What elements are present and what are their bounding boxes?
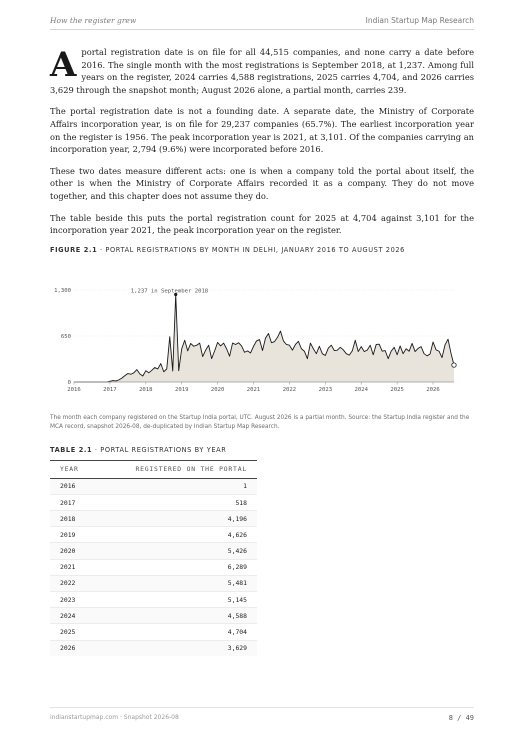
x-tick-label: 2022 [282,386,297,393]
paragraph-intro [50,46,474,96]
table-row [50,575,257,591]
table-row [50,527,257,543]
drop-cap: A [50,45,77,85]
column-header-count: REGISTERED ON THE PORTAL [97,460,257,478]
y-tick-label: 0 [67,379,71,386]
registrations-table [50,460,257,656]
table-row [50,624,257,640]
running-head [50,16,474,30]
peak-annotation: 1,237 in September 2018 [130,288,209,295]
cell-count: 4,196 [97,511,257,527]
table-row [50,478,257,494]
figure-label: FIGURE 2.1 · PORTAL REGISTRATIONS BY MONTH IN DELHI, JANUARY 2016 TO AUGUST 2026 [50,245,405,254]
x-tick-label: 2018 [139,386,153,393]
chapter-title: How the register grew [50,16,137,25]
cell-year: 2019 [50,527,97,543]
x-tick-label: 2023 [318,386,333,393]
page-footer [50,707,474,722]
cell-count: 3,629 [97,640,257,656]
publication-name: Indian Startup Map Research [365,16,474,25]
table-body [50,478,257,656]
cell-year: 2021 [50,559,97,575]
table-row [50,559,257,575]
cell-year: 2018 [50,511,97,527]
cell-year: 2023 [50,592,97,608]
table-row [50,511,257,527]
y-tick-label: 1,300 [54,287,71,294]
table-label: TABLE 2.1 · PORTAL REGISTRATIONS BY YEAR [50,445,227,454]
current-page: 8 [448,714,453,722]
total-pages: 49 [465,714,474,722]
cell-count: 518 [97,494,257,510]
cell-count: 5,426 [97,543,257,559]
cell-year: 2026 [50,640,97,656]
table-row [50,592,257,608]
cell-year: 2020 [50,543,97,559]
cell-year: 2025 [50,624,97,640]
partial-month-point [452,363,456,367]
table-header-row [50,460,257,478]
column-header-year: YEAR [50,460,97,478]
cell-count: 5,481 [97,575,257,591]
cell-count: 4,704 [97,624,257,640]
paragraph-two-dates: These two dates measure different acts: one is when a company told the portal about itself, the other is when the Ministry of Corporate Affairs recorded it as a company. They do not move together, and this chapter does not assume they do. [50,165,474,201]
table-row [50,543,257,559]
cell-year: 2022 [50,575,97,591]
figure-number: FIGURE 2.1 [50,245,98,254]
x-tick-label: 2020 [210,386,225,393]
registrations-area [74,294,454,382]
paragraph-table-reference: The table beside this puts the portal registration count for 2025 at 4,704 against 3,101 for the incorporation year 2021, the peak incorporation year on the register. [50,212,474,236]
cell-count: 4,626 [97,527,257,543]
paragraph-incorporation: The portal registration date is not a founding date. A separate date, the Ministry of Corporate Affairs incorporation year, is on file for 29,237 companies (65.7%). The earliest incorporation year on the register is 1956. The peak incorporation year is 2021, at 3,101. Of the companies carrying an incorporation year, 2,794 (9.6%) were incorporated before 2016. [50,106,474,155]
cell-count: 6,289 [97,559,257,575]
cell-count: 4,588 [97,608,257,624]
table-number: TABLE 2.1 [50,445,93,454]
x-tick-label: 2025 [390,386,404,393]
x-tick-label: 2016 [67,386,81,393]
table-title: PORTAL REGISTRATIONS BY YEAR [100,445,227,454]
y-tick-label: 650 [60,333,71,340]
chart-svg [50,262,474,412]
cell-year: 2016 [50,478,97,494]
page-number [449,714,474,722]
cell-count: 5,145 [97,592,257,608]
cell-year: 2024 [50,608,97,624]
cell-count: 1 [97,478,257,494]
x-tick-label: 2021 [246,386,261,393]
page-content [50,46,474,656]
table-row [50,640,257,656]
table-row [50,494,257,510]
registrations-chart [50,262,474,412]
x-tick-label: 2026 [426,386,440,393]
x-tick-label: 2024 [354,386,368,393]
table-row [50,608,257,624]
x-tick-label: 2019 [174,386,189,393]
cell-year: 2017 [50,494,97,510]
paragraph-intro-text: portal registration date is on file for all 44,515 companies, and none carry a date before 2016. The single month with the most registrations is September 2018, at 1,237. Among full years on the register, 2024 carries 4,588 registrations, 2025 carries 4,704, and 2026 carries 3,629 through the snapshot month; August 2026 alone, a partial month, carries 239. [50,47,474,95]
page-separator: / [457,714,462,722]
footer-source: indianstartupmap.com · Snapshot 2026-08 [50,714,179,721]
x-tick-label: 2017 [103,386,117,393]
figure-title: PORTAL REGISTRATIONS BY MONTH IN DELHI, JANUARY 2016 TO AUGUST 2026 [105,245,405,254]
figure-caption: The month each company registered on the Startup India portal, UTC. August 2026 is a partial month. Source: the Startup India register and the MCA record, snapshot 2026-08, de-duplicated by Indian Startup Map Research. [50,414,470,430]
